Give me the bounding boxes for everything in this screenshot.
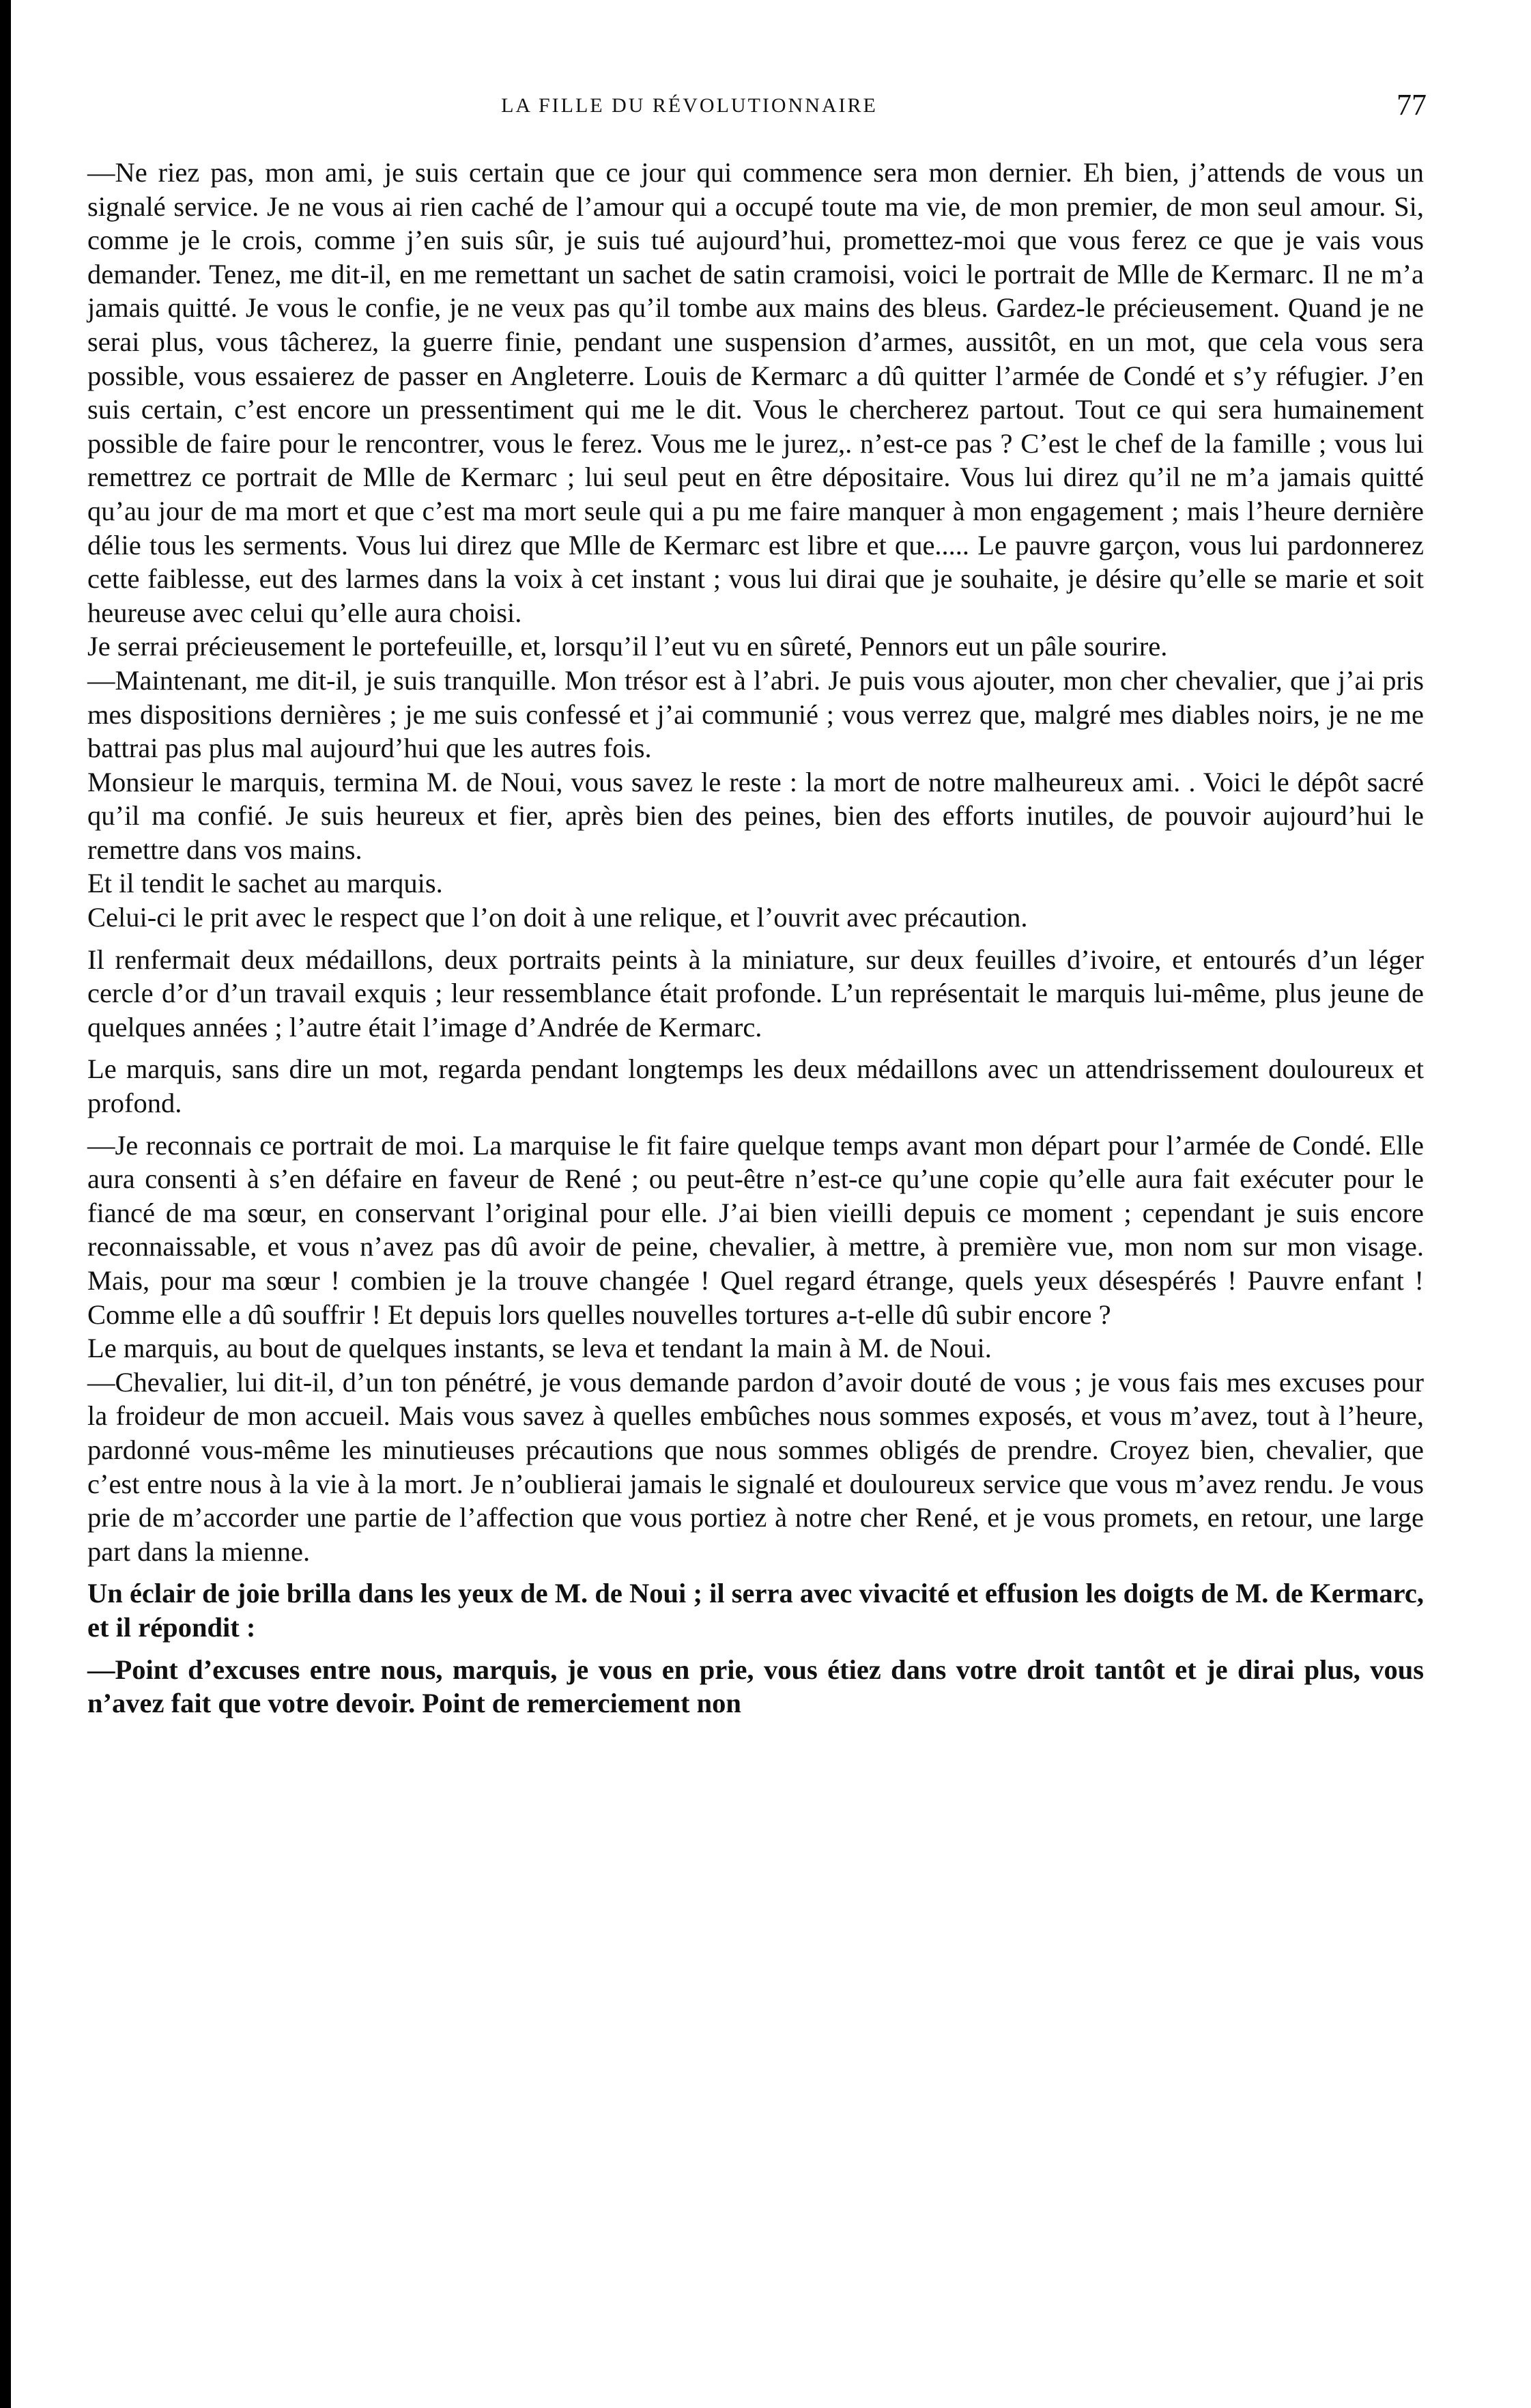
paragraph: Il renfermait deux médaillons, deux portraits peints à la miniature, sur deux feuilles d’ivoire, et entourés d’un léger cercle d’or d’un travail exquis ; leur ressemblance était profonde. L’un représentait le marquis lui-même, plus jeune de quelques années ; l’autre était l’image d’Andrée de Kermarc. — [87, 944, 1424, 1043]
page-number: 77 — [1397, 88, 1427, 122]
paragraph: Le marquis, au bout de quelques instants, se leva et tendant la main à M. de Noui. — [87, 1333, 992, 1364]
paragraph: —Point d’excuses entre nous, marquis, je vous en prie, vous étiez dans votre droit tantôt et je dirai plus, vous n’avez fait que votre devoir. Point de remerciement non — [87, 1654, 1424, 1719]
paragraph: Monsieur le marquis, termina M. de Noui, vous savez le reste : la mort de notre malheureux ami. . Voici le dépôt sacré qu’il ma confié. Je suis heureux et fier, après bien des peines, bien des efforts inutiles, de pouvoir aujourd’hui le remettre dans vos mains. — [87, 766, 1424, 865]
paragraph: Et il tendit le sachet au marquis. — [87, 868, 443, 899]
paragraph: Je serrai précieusement le portefeuille, et, lorsqu’il l’eut vu en sûreté, Pennors eut un pâle sourire. — [87, 631, 1168, 662]
page-edge-rule — [0, 0, 11, 2408]
paragraph: Le marquis, sans dire un mot, regarda pendant longtemps les deux médaillons avec un attendrissement douloureux et profond. — [87, 1053, 1424, 1119]
running-header — [89, 87, 1427, 128]
paragraph: —Chevalier, lui dit-il, d’un ton pénétré, je vous demande pardon d’avoir douté de vous ; je vous fais mes excuses pour la froideur de mon accueil. Mais vous savez à quelles embûches nous sommes exposés, et vous m’avez, tout à l’heure, pardonné vous-même les minutieuses précautions que nous sommes obligés de prendre. Croyez bien, chevalier, que c’est entre nous à la vie à la mort. Je n’oublierai jamais le signalé et douloureux service que vous m’avez rendu. Je vous prie de m’accorder une partie de l’affection que vous portiez à notre cher René, et je vous promets, en retour, une large part dans la mienne. — [87, 1366, 1424, 1567]
paragraph: —Maintenant, me dit-il, je suis tranquille. Mon trésor est à l’abri. Je puis vous ajouter, mon cher chevalier, que j’ai pris mes dispositions dernières ; je me suis confessé et j’ai communié ; vous verrez que, malgré mes diables noirs, je ne me battrai pas plus mal aujourd’hui que les autres fois. — [87, 664, 1424, 764]
running-title: LA FILLE DU RÉVOLUTIONNAIRE — [501, 94, 878, 117]
paragraph: Un éclair de joie brilla dans les yeux de M. de Noui ; il serra avec vivacité et effusion les doigts de M. de Kermarc, et il répondit : — [87, 1578, 1424, 1643]
paragraph: —Ne riez pas, mon ami, je suis certain que ce jour qui commence sera mon dernier. Eh bien, j’attends de vous un signalé service. Je ne vous ai rien caché de l’amour qui a occupé toute ma vie, de mon premier, de mon seul amour. Si, comme je le crois, comme j’en suis sûr, je suis tué aujourd’hui, promettez-moi que vous ferez ce que je vais vous demander. Tenez, me dit-il, en me remettant un sachet de satin cramoisi, voici le portrait de Mlle de Kermarc. Il ne m’a jamais quitté. Je vous le confie, je ne veux pas qu’il tombe aux mains des bleus. Gardez-le précieusement. Quand je ne serai plus, vous tâcherez, la guerre finie, pendant une suspension d’armes, aussitôt, en un mot, que cela vous sera possible, vous essaierez de passer en Angleterre. Louis de Kermarc a dû quitter l’armée de Condé et s’y réfugier. J’en suis certain, c’est encore un pressentiment qui me le dit. Vous le chercherez partout. Tout ce qui sera humainement possible de faire pour le rencontrer, vous le ferez. Vous me le jurez,. n’est-ce pas ? C’est le chef de la famille ; vous lui remettrez ce portrait de Mlle de Kermarc ; lui seul peut en être dépositaire. Vous lui direz qu’il ne m’a jamais quitté qu’au jour de ma mort et que c’est ma mort seule qui a pu me faire manquer à mon engagement ; mais l’heure dernière délie tous les serments. Vous lui direz que Mlle de Kermarc est libre et que..... Le pauvre garçon, vous lui pardonnerez cette faiblesse, eut des larmes dans la voix à cet instant ; vous lui dirai que je souhaite, je désire qu’elle se marie et soit heureuse avec celui qu’elle aura choisi. — [87, 157, 1424, 628]
paragraph: —Je reconnais ce portrait de moi. La marquise le fit faire quelque temps avant mon départ pour l’armée de Condé. Elle aura consenti à s’en défaire en faveur de René ; ou peut-être n’est-ce qu’une copie qu’elle aura fait exécuter pour le fiancé de ma sœur, en conservant l’original pour elle. J’ai bien vieilli depuis ce moment ; cependant je suis encore reconnaissable, et vous n’avez pas dû avoir de peine, chevalier, à mettre, à première vue, mon nom sur mon visage. Mais, pour ma sœur ! combien je la trouve changée ! Quel regard étrange, quels yeux désespérés ! Pauvre enfant ! Comme elle a dû souffrir ! Et depuis lors quelles nouvelles tortures a-t-elle dû subir encore ? — [87, 1129, 1424, 1330]
paragraph: Celui-ci le prit avec le respect que l’on doit à une relique, et l’ouvrit avec précaution. — [87, 902, 1028, 933]
body-text — [87, 156, 1424, 1720]
